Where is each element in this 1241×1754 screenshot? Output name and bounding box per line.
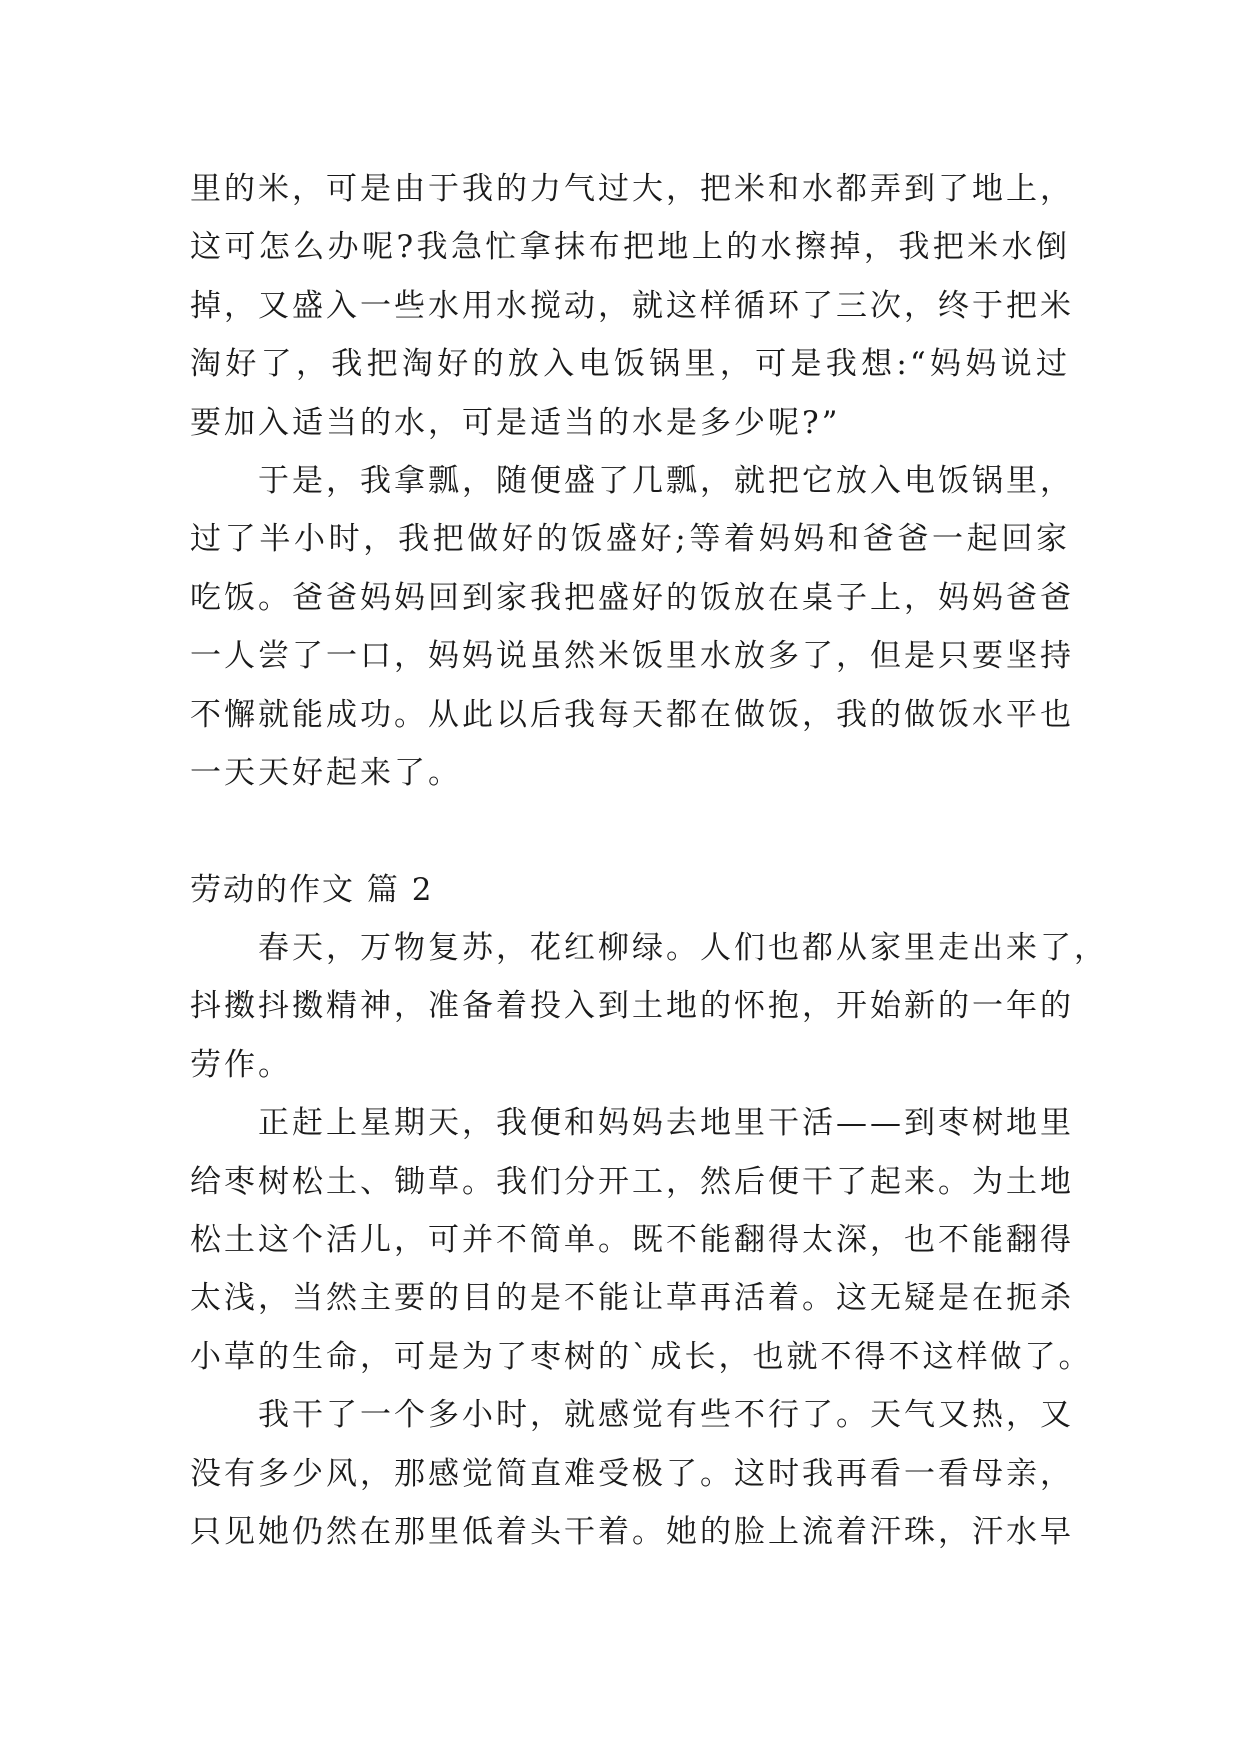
- paragraph-line: 我干了一个多小时，就感觉有些不行了。天气又热，又: [258, 1397, 1074, 1434]
- paragraph-line: 要加入适当的水，可是适当的水是多少呢?”: [190, 404, 841, 441]
- paragraph-line: 太浅，当然主要的目的是不能让草再活着。这无疑是在扼杀: [190, 1280, 1074, 1317]
- paragraph-line: 里的米，可是由于我的力气过大，把米和水都弄到了地上，: [190, 171, 1074, 207]
- paragraph-line: 给枣树松土、锄草。我们分开工，然后便干了起来。为土地: [190, 1163, 1074, 1200]
- paragraph-line: 正赶上星期天，我便和妈妈去地里干活——到枣树地里: [258, 1105, 1074, 1142]
- paragraph-line: 抖擞抖擞精神，准备着投入到土地的怀抱，开始新的一年的: [190, 988, 1074, 1025]
- paragraph-line: 于是，我拿瓢，随便盛了几瓢，就把它放入电饭锅里，: [258, 462, 1074, 499]
- section-heading: 劳动的作文 篇 2: [190, 871, 434, 908]
- paragraph-line: 春天，万物复苏，花红柳绿。人们也都从家里走出来了，: [258, 930, 1108, 967]
- paragraph-line: 没有多少风，那感觉简直难受极了。这时我再看一看母亲，: [190, 1455, 1074, 1492]
- paragraph-line: 只见她仍然在那里低着头干着。她的脸上流着汗珠，汗水早: [190, 1513, 1074, 1550]
- document-body: [190, 160, 1108, 1561]
- paragraph-line: 吃饭。爸爸妈妈回到家我把盛好的饭放在桌子上，妈妈爸爸: [190, 579, 1074, 616]
- paragraph-line: 过了半小时，我把做好的饭盛好;等着妈妈和爸爸一起回家: [190, 521, 1070, 558]
- section-gap: [190, 802, 1070, 860]
- paragraph-line: 松土这个活儿，可并不简单。既不能翻得太深，也不能翻得: [190, 1222, 1074, 1259]
- paragraph-line: 一天天好起来了。: [190, 754, 462, 791]
- paragraph-line: 劳作。: [190, 1046, 292, 1083]
- paragraph-line: 一人尝了一口，妈妈说虽然米饭里水放多了，但是只要坚持: [190, 638, 1074, 675]
- paragraph-line: 淘好了，我把淘好的放入电饭锅里，可是我想:“妈妈说过: [190, 346, 1070, 383]
- paragraph-line: 小草的生命，可是为了枣树的`成长，也就不得不这样做了。: [190, 1338, 1093, 1375]
- paragraph-line: 这可怎么办呢?我急忙拿抹布把地上的水擦掉，我把米水倒: [190, 229, 1070, 266]
- paragraph-line: 不懈就能成功。从此以后我每天都在做饭，我的做饭水平也: [190, 696, 1074, 733]
- paragraph-line: 掉，又盛入一些水用水搅动，就这样循环了三次，终于把米: [190, 287, 1074, 324]
